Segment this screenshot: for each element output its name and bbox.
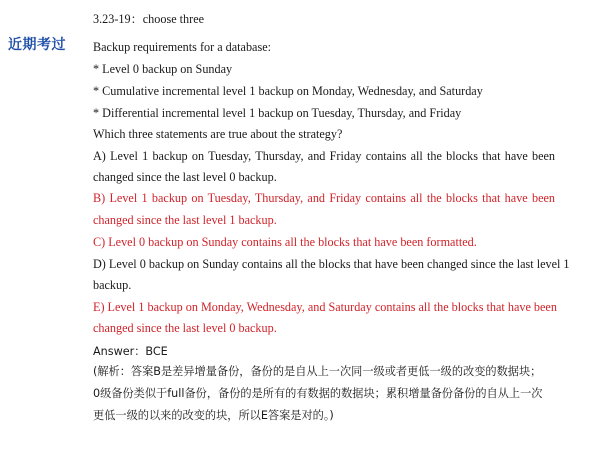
explanation-line-1: (解析：答案B是差异增量备份，备份的是自从上一次同一级或者更低一级的改变的数据块；: [93, 365, 542, 378]
intro-text: Backup requirements for a database:: [93, 40, 271, 54]
question-text: Which three statements are true about the strategy?: [93, 127, 343, 141]
option-b-line-1: B) Level 1 backup on Tuesday, Thursday, and Friday contains all the blocks that have been: [93, 191, 555, 205]
explanation-line-2: 0级备份类似于full备份，备份的是所有的有数据的数据块；累积增量备份备份的自从上一次: [93, 387, 543, 400]
option-a-line-2: changed since the last level 0 backup.: [93, 170, 277, 184]
option-e-line-1: E) Level 1 backup on Monday, Wednesday, and Saturday contains all the blocks that have been: [93, 300, 557, 314]
option-b-line-2: changed since the last level 1 backup.: [93, 213, 277, 227]
explanation-line-3: 更低一级的以来的改变的块，所以E答案是对的。): [93, 409, 334, 422]
requirement-3: * Differential incremental level 1 backup on Tuesday, Thursday, and Friday: [93, 106, 462, 120]
option-a-line-1: A) Level 1 backup on Tuesday, Thursday, and Friday contains all the blocks that have been: [93, 149, 555, 163]
requirement-2: * Cumulative incremental level 1 backup on Monday, Wednesday, and Saturday: [93, 84, 483, 98]
answer-text: Answer：BCE: [93, 345, 168, 358]
recent-exam-tag: 近期考过: [8, 37, 66, 53]
option-c-line-1: C) Level 0 backup on Sunday contains all the blocks that have been formatted.: [93, 235, 477, 249]
option-d-line-2: backup.: [93, 278, 132, 292]
requirement-1: * Level 0 backup on Sunday: [93, 62, 233, 76]
option-d-line-1: D) Level 0 backup on Sunday contains all the blocks that have been changed since the last level 1: [93, 257, 570, 271]
question-id: 3.23-19：choose three: [93, 12, 205, 26]
option-e-line-2: changed since the last level 0 backup.: [93, 321, 277, 335]
